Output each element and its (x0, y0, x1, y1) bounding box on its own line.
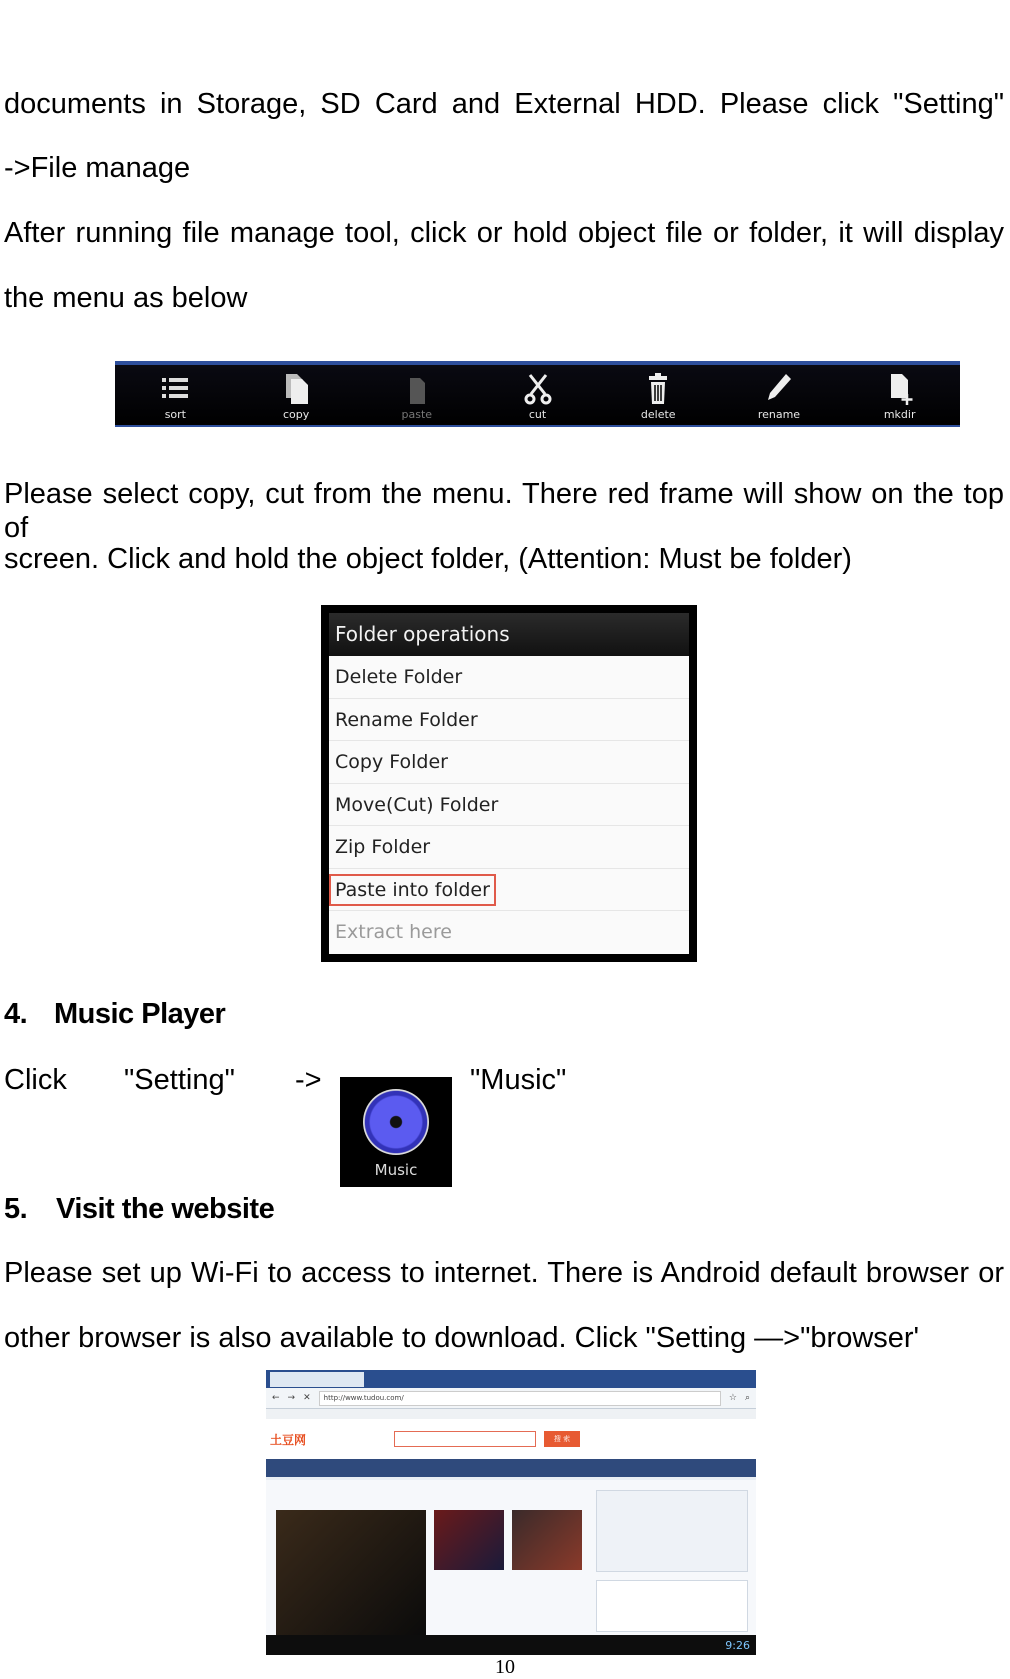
browser-tab[interactable] (270, 1372, 364, 1387)
site-search-button[interactable]: 搜 索 (544, 1431, 580, 1447)
paragraph-line: documents in Storage, SD Card and External HDD. Please click "Setting" (4, 88, 1004, 120)
site-content (266, 1480, 756, 1635)
paragraph-line: ->File manage (4, 152, 191, 184)
paste-icon (402, 372, 432, 406)
star-icon[interactable]: ☆ (728, 1393, 737, 1403)
video-thumbnail[interactable] (434, 1510, 504, 1570)
site-menu-bar (266, 1459, 756, 1477)
side-panel (596, 1490, 748, 1572)
toolbar-copy-button[interactable] (236, 365, 357, 425)
browser-nav-bar (266, 1388, 756, 1409)
copy-folder-option[interactable] (329, 741, 689, 784)
option-label: Move(Cut) Folder (335, 793, 499, 816)
toolbar-paste-button[interactable] (356, 365, 477, 425)
paragraph-line: other browser is also available to download. Click "Setting —>"browser' (4, 1322, 920, 1354)
status-clock: 9:26 (725, 1638, 750, 1652)
instruction-arrow: -> (295, 1064, 322, 1096)
dialog-title: Folder operations (329, 613, 689, 656)
pencil-icon (764, 372, 794, 406)
forward-icon[interactable]: → (287, 1393, 296, 1403)
toolbar-label: delete (640, 408, 676, 421)
paste-into-folder-option[interactable] (329, 869, 689, 912)
copy-icon (281, 372, 311, 406)
option-label: Rename Folder (335, 708, 478, 731)
toolbar-cut-button[interactable] (477, 365, 598, 425)
toolbar-sort-button[interactable] (115, 365, 236, 425)
file-manager-toolbar (115, 361, 960, 427)
extract-here-option[interactable] (329, 911, 689, 954)
side-panel (596, 1580, 748, 1632)
close-icon[interactable]: ✕ (303, 1393, 311, 1403)
paragraph-line: After running file manage tool, click or hold object file or folder, it will display (4, 217, 1004, 249)
option-label: Paste into folder (329, 874, 496, 906)
instruction-music: "Music" (470, 1064, 567, 1096)
toolbar-label: mkdir (883, 408, 916, 421)
option-label: Copy Folder (335, 751, 448, 773)
dialog-options (329, 656, 689, 954)
delete-folder-option[interactable] (329, 656, 689, 699)
new-folder-icon (885, 372, 915, 406)
android-status-bar (266, 1635, 756, 1655)
sort-icon (160, 372, 190, 406)
site-header (266, 1419, 756, 1459)
speaker-icon (363, 1089, 429, 1155)
trash-icon (643, 372, 673, 406)
rename-folder-option[interactable] (329, 699, 689, 742)
folder-operations-dialog (321, 605, 697, 962)
music-instruction (4, 1063, 567, 1097)
instruction-setting: "Setting" (124, 1064, 235, 1096)
music-app-icon[interactable] (340, 1077, 452, 1187)
toolbar-label: cut (528, 408, 547, 421)
section-heading-visit-website (4, 1193, 274, 1226)
move-cut-folder-option[interactable] (329, 784, 689, 827)
scissors-icon (523, 372, 553, 406)
paragraph-line: the menu as below (4, 282, 248, 314)
toolbar-label: paste (401, 408, 433, 421)
search-icon[interactable]: ⌕ (744, 1393, 750, 1403)
music-icon-label: Music (374, 1161, 418, 1179)
toolbar-label: copy (282, 408, 310, 421)
toolbar-mkdir-button[interactable] (839, 365, 960, 425)
video-thumbnail[interactable] (512, 1510, 582, 1570)
toolbar-rename-button[interactable] (719, 365, 840, 425)
toolbar-label: sort (164, 408, 186, 421)
paragraph-line: Please set up Wi-Fi to access to internet. There is Android default browser or (4, 1257, 1004, 1289)
site-logo[interactable]: 土豆网 (270, 1432, 307, 1447)
toolbar-delete-button[interactable] (598, 365, 719, 425)
section-title: Music Player (54, 998, 226, 1030)
site-top-strip (266, 1409, 756, 1419)
browser-screenshot (266, 1370, 756, 1655)
video-thumbnail[interactable] (276, 1510, 426, 1635)
site-search-input[interactable] (394, 1431, 536, 1447)
section-title: Visit the website (56, 1193, 275, 1225)
browser-tab-strip (266, 1370, 756, 1388)
option-label: Extract here (335, 921, 452, 943)
paragraph-line: Please select copy, cut from the menu. There red frame will show on the top of (4, 478, 1004, 544)
section-heading-music-player (4, 998, 225, 1031)
page-number: 10 (495, 1656, 515, 1678)
back-icon[interactable]: ← (272, 1393, 280, 1403)
section-number: 5. (4, 1193, 28, 1225)
instruction-click: Click (4, 1064, 67, 1096)
toolbar-label: rename (757, 408, 801, 421)
zip-folder-option[interactable] (329, 826, 689, 869)
section-number: 4. (4, 998, 28, 1030)
option-label: Zip Folder (335, 836, 431, 858)
url-field[interactable]: http://www.tudou.com/ (319, 1391, 721, 1406)
option-label: Delete Folder (335, 666, 463, 688)
paragraph-line: screen. Click and hold the object folder, (Attention: Must be folder) (4, 543, 852, 575)
